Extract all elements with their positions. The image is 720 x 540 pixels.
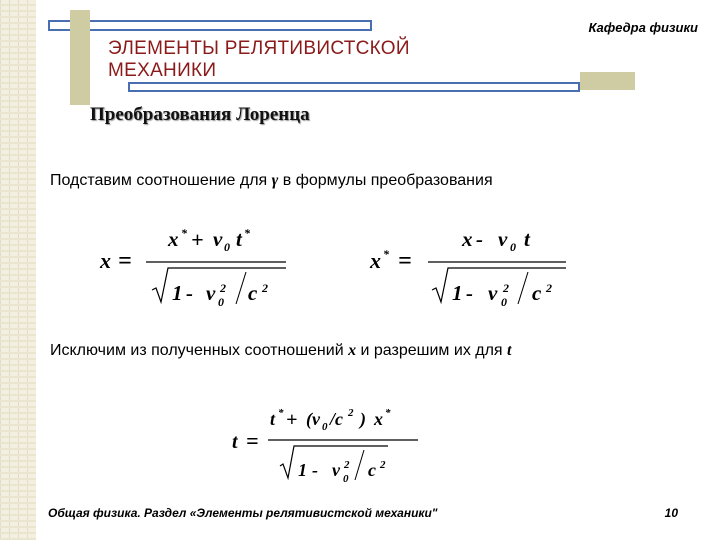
svg-text:=: = <box>398 248 412 274</box>
svg-text:=: = <box>246 428 259 453</box>
svg-text:1: 1 <box>452 281 463 305</box>
title-line-2: МЕХАНИКИ <box>108 60 217 81</box>
svg-text:2: 2 <box>546 281 552 295</box>
svg-text:v: v <box>488 281 498 305</box>
svg-text:c: c <box>248 281 258 305</box>
gamma-symbol: γ <box>271 172 279 189</box>
svg-text:x: x <box>374 409 383 429</box>
var-x: x <box>348 342 357 359</box>
svg-text:t: t <box>270 409 276 429</box>
svg-text:2: 2 <box>380 459 386 471</box>
formula-t <box>228 400 428 495</box>
svg-text:c: c <box>368 460 376 480</box>
text-line-eliminate <box>50 342 512 360</box>
svg-text:2: 2 <box>220 281 226 295</box>
svg-text:v: v <box>332 460 340 480</box>
svg-text:t: t <box>232 431 238 453</box>
svg-text:v: v <box>498 227 508 251</box>
text2-part1: Исключим из полученных соотношений <box>50 342 349 359</box>
text1-before: Подставим соотношение для <box>50 172 272 189</box>
svg-text:*: * <box>383 247 389 261</box>
svg-text:2: 2 <box>348 407 354 419</box>
section-subtitle: Преобразования Лоренца <box>90 104 310 125</box>
svg-text:0: 0 <box>501 295 507 309</box>
header-bar-top <box>48 20 372 31</box>
text1-after: в формулы преобразования <box>278 172 493 189</box>
svg-text:*: * <box>278 407 284 419</box>
formula-x <box>98 220 298 315</box>
svg-text:-: - <box>476 227 483 251</box>
svg-text:x: x <box>370 248 381 273</box>
svg-text:2: 2 <box>503 281 509 295</box>
svg-text:t: t <box>236 227 242 251</box>
header-small-block <box>580 72 635 90</box>
svg-text:+: + <box>191 227 204 252</box>
svg-text:x: x <box>168 227 179 251</box>
svg-text:v: v <box>206 281 216 305</box>
title-line-1: ЭЛЕМЕНТЫ РЕЛЯТИВИСТСКОЙ <box>108 38 410 59</box>
svg-text:0: 0 <box>218 295 224 309</box>
svg-text:=: = <box>118 248 132 274</box>
page-title <box>108 38 410 82</box>
svg-text:*: * <box>244 226 250 240</box>
svg-text:*: * <box>181 226 187 240</box>
svg-text:-: - <box>312 460 318 480</box>
svg-text:1: 1 <box>298 460 307 480</box>
department-label: Кафедра физики <box>588 20 698 35</box>
svg-text:): ) <box>360 409 366 429</box>
svg-text:x: x <box>100 248 111 273</box>
header-vertical-block <box>70 10 90 105</box>
formula-x-star <box>366 220 576 315</box>
svg-text:-: - <box>186 281 193 305</box>
svg-text:0: 0 <box>510 240 516 254</box>
svg-text:0: 0 <box>343 473 349 485</box>
svg-text:*: * <box>385 407 391 419</box>
svg-text:2: 2 <box>262 281 268 295</box>
footer-course: Общая физика. Раздел «Элементы релятивистской механики" <box>48 506 438 520</box>
svg-text:/c: /c <box>330 409 343 429</box>
svg-text:v: v <box>213 227 223 251</box>
text2-part2: и разрешим их для <box>356 342 508 359</box>
page-number: 10 <box>664 506 678 520</box>
svg-text:0: 0 <box>224 240 230 254</box>
svg-text:-: - <box>466 281 473 305</box>
svg-text:x: x <box>462 227 473 251</box>
side-stripe-pattern <box>0 0 36 540</box>
svg-text:+: + <box>286 409 298 431</box>
svg-text:t: t <box>524 227 530 251</box>
svg-text:1: 1 <box>172 281 183 305</box>
svg-text:2: 2 <box>344 459 350 471</box>
var-t: t <box>507 342 512 359</box>
svg-text:(v: (v <box>306 409 320 429</box>
svg-text:c: c <box>532 281 542 305</box>
header-bar-bottom <box>128 82 580 92</box>
text-line-substitute <box>50 172 493 190</box>
svg-text:0: 0 <box>322 421 328 433</box>
